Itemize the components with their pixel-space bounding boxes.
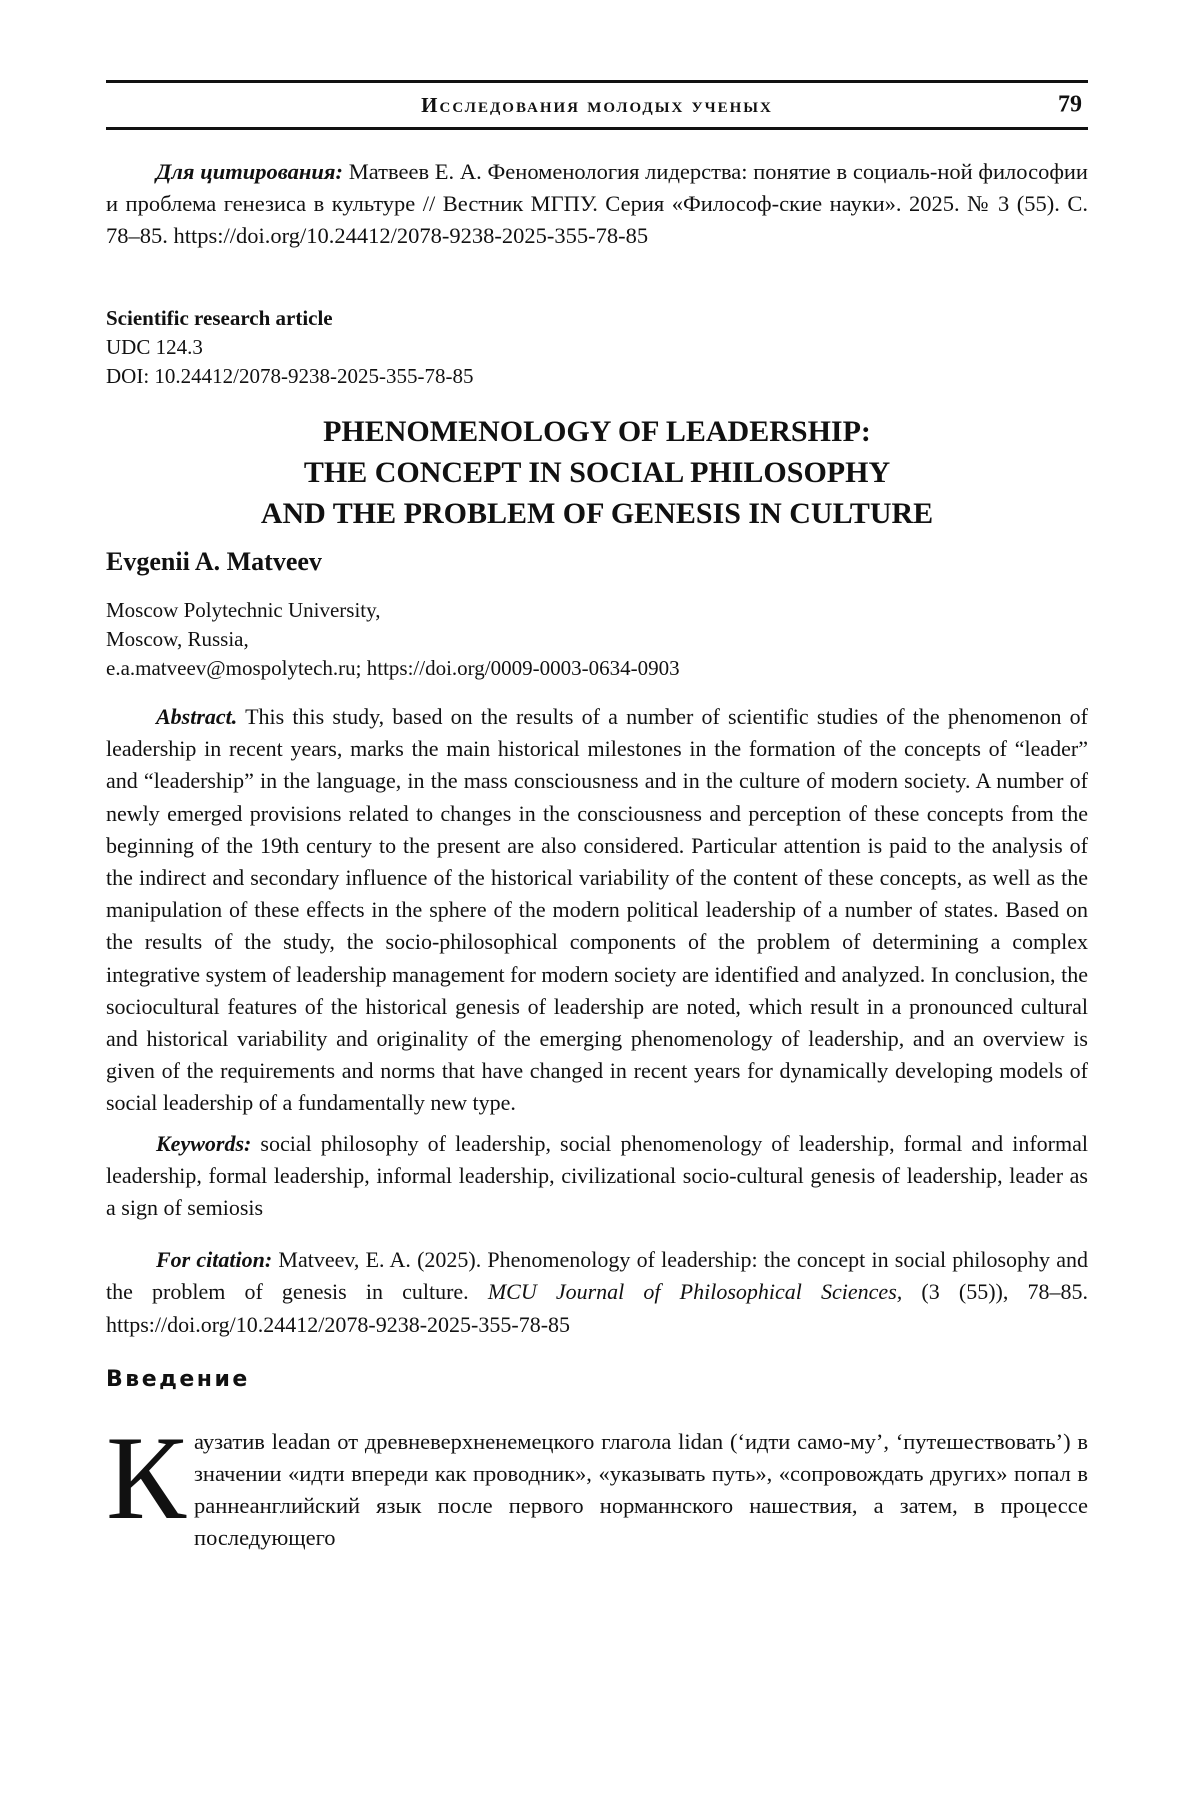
section-heading: Введение	[106, 1367, 1088, 1392]
journal-page	[106, 80, 1088, 1554]
title-line: PHENOMENOLOGY OF LEADERSHIP:	[106, 411, 1088, 452]
keywords-text: social philosophy of leadership, social phenomenology of leadership, formal and informal leadership, formal leadership, informal leadership, civilizational socio-cultural genesis of leadership, leader as a sign of semiosis	[106, 1131, 1088, 1220]
intro-paragraph	[106, 1426, 1088, 1554]
keywords-label: Keywords:	[156, 1131, 251, 1156]
abstract	[106, 701, 1088, 1120]
author-affiliation	[106, 596, 1088, 683]
abstract-label: Abstract.	[156, 704, 237, 729]
title-line: THE CONCEPT IN SOCIAL PHILOSOPHY	[106, 452, 1088, 493]
author-name: Evgenii A. Matveev	[106, 544, 1088, 580]
en-citation	[106, 1244, 1088, 1341]
en-citation-text: Matveev, E. A. (2025). Phenomenology of leadership: the concept in social philosophy and the problem of genesis in culture.	[106, 1247, 1088, 1304]
drop-cap: К	[106, 1432, 186, 1524]
running-header	[106, 80, 1088, 130]
affiliation-line: Moscow, Russia,	[106, 625, 1088, 654]
article-udc: UDC 124.3	[106, 333, 1088, 362]
ru-citation-text: Матвеев Е. А. Феноменология лидерства: понятие в социаль-ной философии и проблема генезиса в культуре // Вестник МГПУ. Серия «Философ-ские науки». 2025. № 3 (55). С. 78–85. https://doi.org/10.24412/2078-9238-2025-355-78-85	[106, 159, 1088, 248]
keywords	[106, 1128, 1088, 1225]
en-citation-label: For citation:	[156, 1247, 272, 1272]
article-type: Scientific research article	[106, 304, 1088, 333]
affiliation-contact: e.a.matveev@mospolytech.ru; https://doi.org/0009-0003-0634-0903	[106, 654, 1088, 683]
article-meta	[106, 304, 1088, 391]
page-number: 79	[1058, 92, 1082, 119]
intro-text: аузатив leadan от древневерхненемецкого глагола lidan (‘идти само-му’, ‘путешествовать’) в значении «идти впереди как проводник», «указывать путь», «сопровождать других» попал в раннеанглийский язык после первого норманнского нашествия, а затем, в процессе последующего	[194, 1429, 1088, 1550]
article-doi: DOI: 10.24412/2078-9238-2025-355-78-85	[106, 362, 1088, 391]
ru-citation	[106, 156, 1088, 252]
ru-citation-label: Для цитирования:	[156, 159, 343, 184]
affiliation-line: Moscow Polytechnic University,	[106, 596, 1088, 625]
abstract-text: This this study, based on the results of a number of scientific studies of the phe­nomenon of leadership in recent years, marks the main historical milestones in the forma­tion of the concepts of “leader” and “leadership” in the language, in the mass consciousness and in the culture of modern society. A number of newly emerged provisions related to changes in the consciousness and perception of these concepts from the beginning of the 19th century to the present are also considered. Particular attention is paid to the analysis of the indirect and secondary influence of the historical variability of the content of these concepts, as well as the manipulation of these effects in the sphere of the modern political leadership of a number of states. Based on the results of the study, the socio-philosophical components of the prob­lem of determining a complex integrative system of leadership management for modern society are identified and analyzed. In conclusion, the sociocultural features of the historical genesis of leadership are noted, which result in a pronounced cultural and historical variabili­ty and originality of the emerging phenomenology of leadership, and an overview is given of the requirements and norms that have changed in recent years for dynamically developing models of social leadership of a fundamentally new type.	[106, 704, 1088, 1115]
title-line: AND THE PROBLEM OF GENESIS IN CULTURE	[106, 493, 1088, 534]
journal-name: MCU Journal of Philosophical Sciences,	[488, 1279, 902, 1304]
en-citation-text-end: (3 (55)), 78–85. https://doi.org/10.24412/2078-9238-2025-355-78-85	[106, 1279, 1088, 1336]
article-title	[106, 411, 1088, 534]
running-title: Исследования молодых ученых	[421, 93, 773, 118]
